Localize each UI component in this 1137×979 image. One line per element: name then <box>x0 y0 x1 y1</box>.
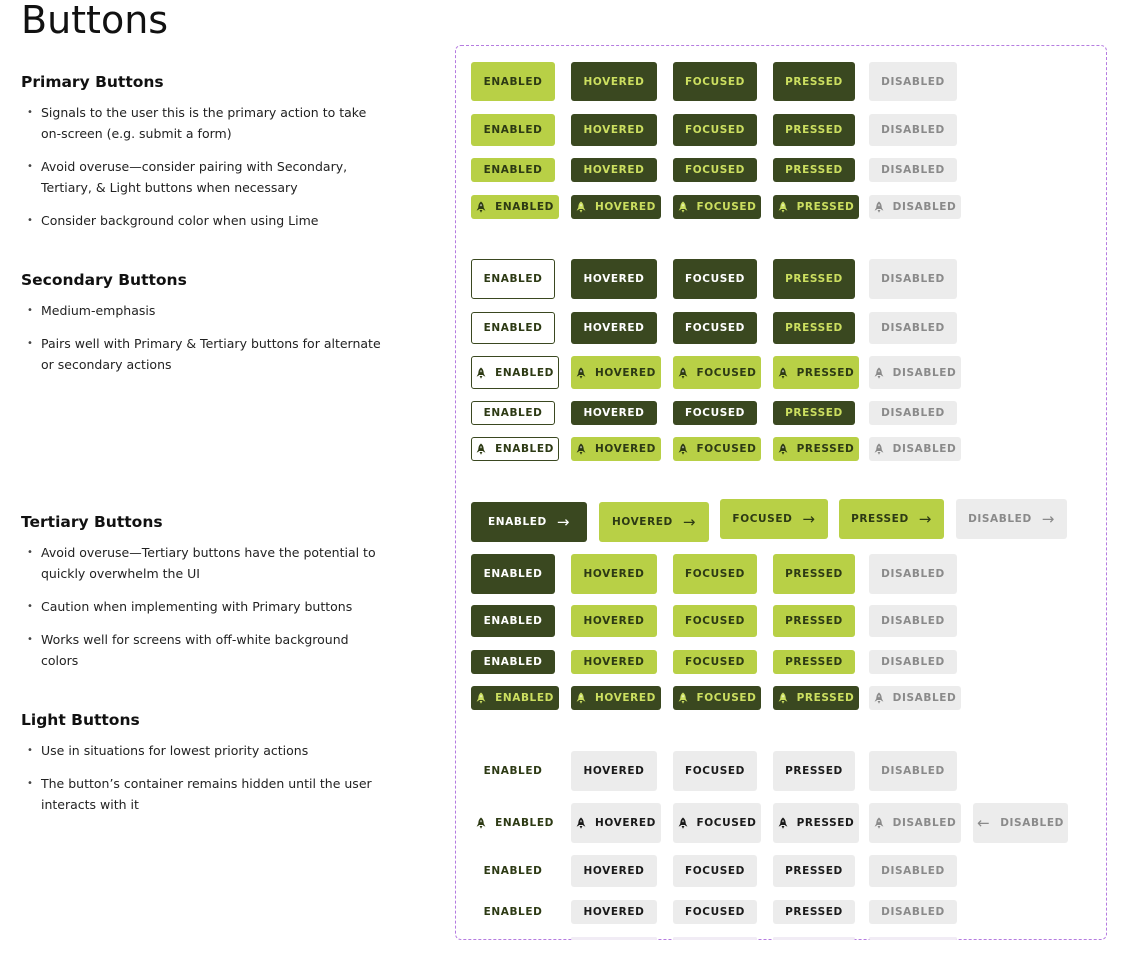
rocket-icon <box>476 443 486 455</box>
pressed-button[interactable] <box>773 554 855 594</box>
enabled-button[interactable] <box>471 62 555 101</box>
disabled-button <box>956 499 1067 539</box>
focused-button[interactable] <box>673 114 757 146</box>
button-label: PRESSED <box>785 906 843 918</box>
button-label: DISABLED <box>892 443 957 455</box>
section-title: Tertiary Buttons <box>21 513 163 531</box>
pressed-button[interactable] <box>773 62 855 101</box>
button-label: ENABLED <box>495 692 554 704</box>
rocket-icon <box>874 817 884 829</box>
enabled-button[interactable] <box>471 312 555 344</box>
focused-button[interactable] <box>673 312 757 344</box>
button-label: HOVERED <box>611 516 673 528</box>
button-label: DISABLED <box>968 513 1032 525</box>
button-label: HOVERED <box>595 366 656 379</box>
disabled-button <box>869 312 957 344</box>
pressed-button[interactable] <box>773 900 855 924</box>
clipped-button-edge <box>673 937 757 940</box>
button-label: PRESSED <box>785 124 843 136</box>
button-label: FOCUSED <box>696 443 757 455</box>
enabled-button[interactable] <box>471 195 559 219</box>
disabled-button <box>869 437 961 461</box>
button-label: HOVERED <box>595 201 656 213</box>
button-label: ENABLED <box>495 443 554 455</box>
button-label: PRESSED <box>785 273 843 285</box>
pressed-button[interactable] <box>773 401 855 425</box>
button-label: PRESSED <box>796 201 855 213</box>
button-label: DISABLED <box>881 865 945 877</box>
button-label: ENABLED <box>483 865 543 877</box>
rocket-icon <box>576 817 586 829</box>
button-label: PRESSED <box>785 765 843 777</box>
focused-button[interactable] <box>673 401 757 425</box>
pressed-button[interactable] <box>773 855 855 887</box>
hovered-button[interactable] <box>571 751 657 791</box>
pressed-button[interactable] <box>773 259 855 299</box>
button-label: ENABLED <box>483 407 543 419</box>
rocket-icon <box>476 201 486 213</box>
disabled-button <box>869 554 957 594</box>
button-label: FOCUSED <box>696 817 757 829</box>
bullet-text: • Pairs well with Primary & Tertiary buttons for alternate or secondary actions <box>21 333 381 375</box>
button-label: DISABLED <box>892 817 957 829</box>
button-label: ENABLED <box>483 164 543 176</box>
focused-button[interactable] <box>673 195 761 219</box>
focused-button[interactable] <box>673 686 761 710</box>
rocket-icon <box>874 443 884 455</box>
button-label: DISABLED <box>881 322 945 334</box>
focused-button[interactable] <box>673 356 761 389</box>
focused-button[interactable] <box>673 259 757 299</box>
enabled-button[interactable] <box>471 401 555 425</box>
focused-button[interactable] <box>673 803 761 843</box>
pressed-button[interactable] <box>839 499 944 539</box>
button-label: HOVERED <box>583 615 645 627</box>
arrow-left-icon: ← <box>977 814 991 832</box>
button-label: HOVERED <box>595 817 656 829</box>
button-label: ENABLED <box>483 656 543 668</box>
hovered-button[interactable] <box>571 605 657 637</box>
enabled-button[interactable] <box>471 356 559 389</box>
button-label: FOCUSED <box>696 201 757 213</box>
page-title: Buttons <box>21 0 169 42</box>
button-label: FOCUSED <box>685 407 745 419</box>
button-label: ENABLED <box>495 366 554 379</box>
button-label: DISABLED <box>892 692 957 704</box>
arrow-right-icon: → <box>682 513 697 531</box>
rocket-icon <box>874 692 884 704</box>
focused-button[interactable] <box>673 605 757 637</box>
button-label: HOVERED <box>583 656 645 668</box>
button-label: ENABLED <box>483 568 543 580</box>
button-label: PRESSED <box>785 865 843 877</box>
focused-button[interactable] <box>673 158 757 182</box>
disabled-button <box>869 195 961 219</box>
enabled-button[interactable] <box>471 605 555 637</box>
hovered-button[interactable] <box>571 686 661 710</box>
rocket-icon <box>576 692 586 704</box>
arrow-right-icon: → <box>1041 510 1055 528</box>
focused-button[interactable] <box>673 900 757 924</box>
disabled-button <box>869 259 957 299</box>
secondary-section <box>21 270 431 387</box>
button-label: HOVERED <box>595 443 656 455</box>
bullet-text: • Avoid overuse—consider pairing with Secondary, Tertiary, & Light buttons when necessary <box>21 156 381 198</box>
disabled-button <box>973 803 1068 843</box>
disabled-button <box>869 114 957 146</box>
arrow-right-icon: → <box>802 510 816 528</box>
button-label: FOCUSED <box>696 692 757 704</box>
button-label: HOVERED <box>583 164 645 176</box>
hovered-button[interactable] <box>571 62 657 101</box>
button-label: FOCUSED <box>685 322 745 334</box>
rocket-icon <box>778 201 788 213</box>
pressed-button[interactable] <box>773 605 855 637</box>
hovered-button[interactable] <box>571 195 661 219</box>
button-label: DISABLED <box>1000 817 1064 829</box>
button-label: HOVERED <box>583 865 645 877</box>
button-label: ENABLED <box>483 273 543 285</box>
button-label: HOVERED <box>583 124 645 136</box>
button-label: ENABLED <box>495 817 554 829</box>
enabled-button[interactable] <box>471 650 555 674</box>
focused-button[interactable] <box>673 855 757 887</box>
pressed-button[interactable] <box>773 356 859 389</box>
clipped-button-edge <box>773 937 855 940</box>
hovered-button[interactable] <box>571 114 657 146</box>
enabled-button[interactable] <box>471 158 555 182</box>
hovered-button[interactable] <box>571 650 657 674</box>
section-title: Secondary Buttons <box>21 271 187 289</box>
focused-button[interactable] <box>673 650 757 674</box>
hovered-button[interactable] <box>571 259 657 299</box>
button-label: DISABLED <box>881 407 945 419</box>
enabled-button[interactable] <box>471 502 587 542</box>
button-label: PRESSED <box>796 817 855 829</box>
button-label: ENABLED <box>487 516 547 528</box>
button-label: PRESSED <box>785 656 843 668</box>
button-label: DISABLED <box>881 615 945 627</box>
button-label: HOVERED <box>583 765 645 777</box>
button-label: HOVERED <box>583 75 645 88</box>
button-label: ENABLED <box>483 615 543 627</box>
pressed-button[interactable] <box>773 751 855 791</box>
button-label: ENABLED <box>483 124 543 136</box>
button-label: DISABLED <box>881 75 945 88</box>
bullet-text: • Medium-emphasis <box>21 300 381 321</box>
button-label: FOCUSED <box>685 865 745 877</box>
pressed-button[interactable] <box>773 114 855 146</box>
enabled-button[interactable] <box>471 686 559 710</box>
enabled-button[interactable] <box>471 554 555 594</box>
button-label: FOCUSED <box>685 765 745 777</box>
button-label: FOCUSED <box>685 75 745 88</box>
button-label: DISABLED <box>881 568 945 580</box>
disabled-button <box>869 605 957 637</box>
bullet-text: • Works well for screens with off-white background colors <box>21 629 381 671</box>
focused-button[interactable] <box>673 437 761 461</box>
primary-section <box>21 72 431 243</box>
button-label: HOVERED <box>595 692 656 704</box>
rocket-icon <box>678 692 688 704</box>
rocket-icon <box>576 443 586 455</box>
button-label: DISABLED <box>881 124 945 136</box>
button-label: PRESSED <box>785 615 843 627</box>
rocket-icon <box>476 367 486 379</box>
rocket-icon <box>476 817 486 829</box>
light-section <box>21 710 431 827</box>
pressed-button[interactable] <box>773 803 859 843</box>
enabled-button[interactable] <box>471 803 559 843</box>
button-label: FOCUSED <box>685 615 745 627</box>
button-label: ENABLED <box>483 765 543 777</box>
enabled-button[interactable] <box>471 259 555 299</box>
disabled-button <box>869 62 957 101</box>
enabled-button[interactable] <box>471 437 559 461</box>
rocket-icon <box>476 692 486 704</box>
button-label: PRESSED <box>785 568 843 580</box>
button-label: HOVERED <box>583 407 645 419</box>
pressed-button[interactable] <box>773 650 855 674</box>
focused-button[interactable] <box>673 751 757 791</box>
enabled-button[interactable] <box>471 114 555 146</box>
tertiary-section <box>21 512 431 683</box>
button-label: HOVERED <box>583 273 645 285</box>
rocket-icon <box>678 817 688 829</box>
button-label: DISABLED <box>892 201 957 213</box>
hovered-button[interactable] <box>571 158 657 182</box>
hovered-button[interactable] <box>599 502 709 542</box>
button-label: FOCUSED <box>732 513 793 525</box>
disabled-button <box>869 855 957 887</box>
enabled-button[interactable] <box>471 900 555 924</box>
button-label: PRESSED <box>796 692 855 704</box>
button-label: DISABLED <box>881 765 945 777</box>
rocket-icon <box>678 201 688 213</box>
button-label: PRESSED <box>785 75 843 88</box>
button-label: PRESSED <box>851 513 909 525</box>
button-label: ENABLED <box>495 201 554 213</box>
pressed-button[interactable] <box>773 686 859 710</box>
button-label: FOCUSED <box>685 656 745 668</box>
section-title: Primary Buttons <box>21 73 164 91</box>
disabled-button <box>869 401 957 425</box>
disabled-button <box>869 158 957 182</box>
button-label: FOCUSED <box>685 906 745 918</box>
button-label: DISABLED <box>881 656 945 668</box>
arrow-right-icon: → <box>556 513 571 531</box>
button-label: DISABLED <box>881 273 945 285</box>
hovered-button[interactable] <box>571 401 657 425</box>
pressed-button[interactable] <box>773 195 859 219</box>
bullet-text: • Consider background color when using Lime <box>21 210 381 231</box>
disabled-button <box>869 356 961 389</box>
rocket-icon <box>678 443 688 455</box>
hovered-button[interactable] <box>571 554 657 594</box>
enabled-button[interactable] <box>471 855 555 887</box>
button-label: PRESSED <box>785 407 843 419</box>
focused-button[interactable] <box>673 554 757 594</box>
hovered-button[interactable] <box>571 437 661 461</box>
rocket-icon <box>778 817 788 829</box>
bullet-text: • Caution when implementing with Primary buttons <box>21 596 381 617</box>
bullet-text: • The button’s container remains hidden until the user interacts with it <box>21 773 381 815</box>
hovered-button[interactable] <box>571 312 657 344</box>
button-label: DISABLED <box>892 366 957 379</box>
hovered-button[interactable] <box>571 356 661 389</box>
disabled-button <box>869 650 957 674</box>
hovered-button[interactable] <box>571 855 657 887</box>
bullet-text: • Signals to the user this is the primary action to take on-screen (e.g. submit a form) <box>21 102 381 144</box>
button-label: HOVERED <box>583 322 645 334</box>
pressed-button[interactable] <box>773 158 855 182</box>
disabled-button <box>869 803 961 843</box>
button-label: HOVERED <box>583 906 645 918</box>
clipped-button-edge <box>571 937 657 940</box>
arrow-right-icon: → <box>918 510 932 528</box>
rocket-icon <box>874 367 884 379</box>
button-label: PRESSED <box>796 366 855 379</box>
disabled-button <box>869 751 957 791</box>
button-label: PRESSED <box>796 443 855 455</box>
button-label: FOCUSED <box>685 164 745 176</box>
bullet-text: • Use in situations for lowest priority actions <box>21 740 381 761</box>
rocket-icon <box>778 443 788 455</box>
button-label: FOCUSED <box>696 366 757 379</box>
button-label: ENABLED <box>483 322 543 334</box>
clipped-button-edge <box>869 937 957 940</box>
rocket-icon <box>874 201 884 213</box>
focused-button[interactable] <box>720 499 828 539</box>
pressed-button[interactable] <box>773 312 855 344</box>
section-title: Light Buttons <box>21 711 140 729</box>
button-label: FOCUSED <box>685 273 745 285</box>
focused-button[interactable] <box>673 62 757 101</box>
pressed-button[interactable] <box>773 437 859 461</box>
button-label: PRESSED <box>785 322 843 334</box>
rocket-icon <box>576 367 586 379</box>
disabled-button <box>869 686 961 710</box>
hovered-button[interactable] <box>571 803 661 843</box>
rocket-icon <box>678 367 688 379</box>
button-label: HOVERED <box>583 568 645 580</box>
button-label: FOCUSED <box>685 124 745 136</box>
button-label: DISABLED <box>881 906 945 918</box>
disabled-button <box>869 900 957 924</box>
bullet-text: • Avoid overuse—Tertiary buttons have the potential to quickly overwhelm the UI <box>21 542 381 584</box>
hovered-button[interactable] <box>571 900 657 924</box>
button-label: ENABLED <box>483 906 543 918</box>
rocket-icon <box>778 367 788 379</box>
rocket-icon <box>778 692 788 704</box>
button-label: ENABLED <box>483 75 543 88</box>
button-label: PRESSED <box>785 164 843 176</box>
rocket-icon <box>576 201 586 213</box>
button-label: DISABLED <box>881 164 945 176</box>
enabled-button[interactable] <box>471 751 555 791</box>
button-label: FOCUSED <box>685 568 745 580</box>
